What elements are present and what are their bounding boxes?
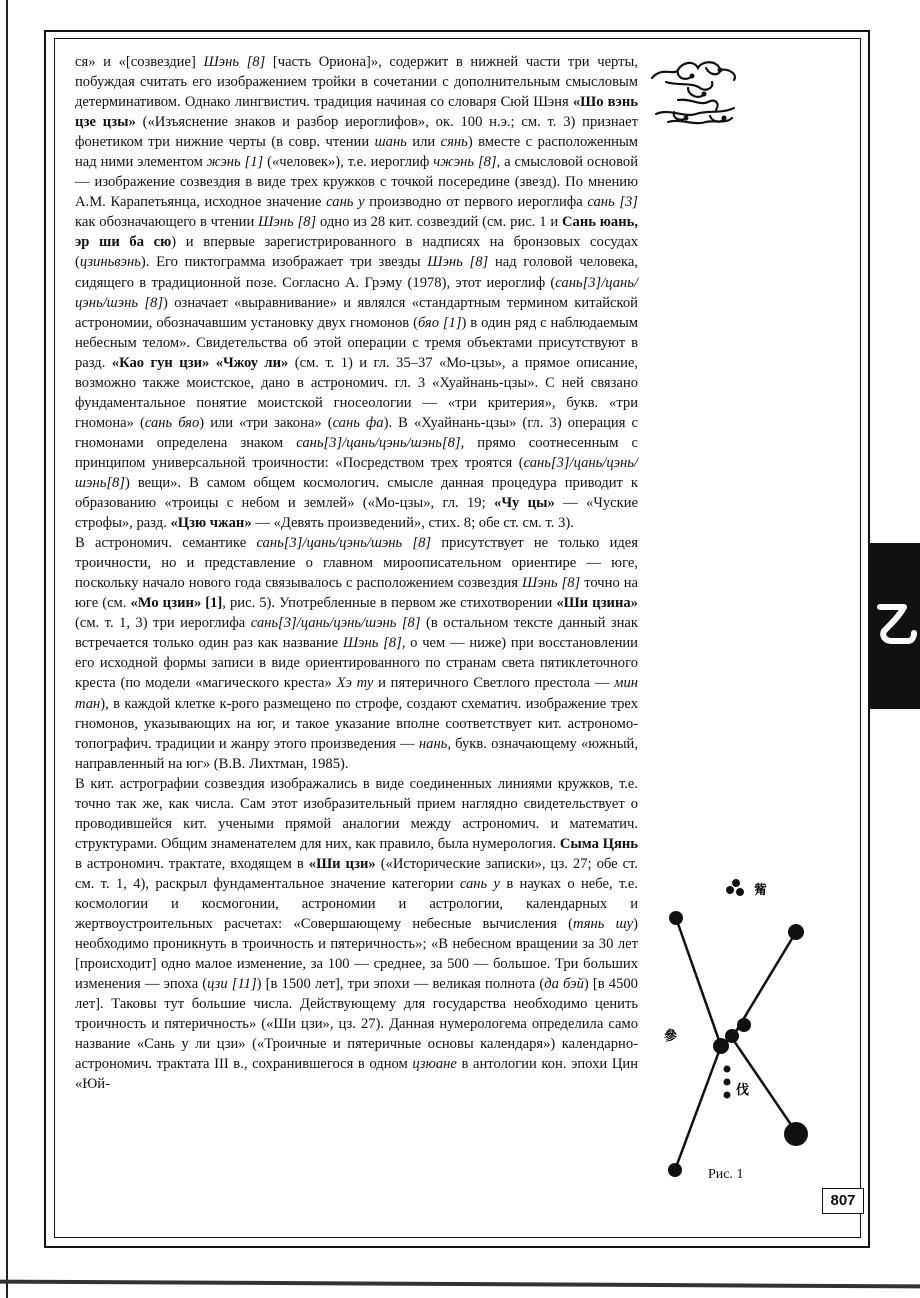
body-paragraph	[75, 52, 638, 533]
italic-term: нань	[418, 735, 448, 752]
text-run: как обозначающего в чтении	[75, 214, 259, 231]
page-number: 807	[822, 1188, 864, 1214]
bold-term: «Шо вэнь цзе цзы»	[75, 94, 638, 131]
main-text-column	[75, 52, 638, 1094]
text-run: , прямо соотнесенным с принципом универсальной троичности: «Посредством трех троятся (	[75, 434, 638, 471]
italic-term: сань бяо	[144, 414, 200, 431]
text-run: производно от первого иероглифа	[364, 194, 588, 211]
text-run: точно на юге (см.	[75, 575, 639, 612]
text-run: («человек»), т.е. иероглиф	[263, 154, 434, 171]
bold-term: «Мо цзин» [1]	[130, 595, 223, 612]
text-run: в астрономич. трактате, входящем в	[75, 855, 309, 872]
italic-term: сань фа	[332, 414, 384, 431]
text-run: , букв. означающему «южный, направленный на юг» (В.В. Лихтман, 1985).	[75, 735, 638, 772]
text-run: В астрономич. семантике	[75, 535, 257, 552]
bold-term: «Цзю чжан»	[170, 515, 252, 532]
body-paragraph	[75, 774, 638, 1095]
text-run: ) и впервые зарегистрированного в надписях на бронзовых сосудах (	[75, 234, 639, 271]
text-run: в науках о небе, т.е. космологии и космогонии, астрономии и астрологии, календарных и жертвоустроительных расчетах: «Совершающему небесные вычисления (	[75, 875, 639, 933]
bold-term: «Као гун цзи» «Чжоу ли»	[111, 354, 289, 371]
scan-edge-bottom	[0, 1280, 920, 1289]
text-run: в антологии кон. эпохи Цин «Юй-	[75, 1056, 638, 1093]
text-run: ). Его пиктограмма изображает три звезды	[140, 254, 428, 271]
italic-term: сань у	[459, 875, 500, 892]
italic-term: сань у	[326, 194, 365, 211]
italic-term: Шэнь [8]	[203, 54, 266, 70]
text-run: ) вещи». В самом общем космологич. смысле данная процедура приводит к образованию «троицы с небом и землей» («Мо-цзы», гл. 19;	[75, 474, 638, 512]
bold-term: «Ши цзина»	[556, 595, 638, 612]
text-run: и пятеричного Светлого престола —	[373, 675, 615, 692]
italic-term: цзюане	[412, 1056, 457, 1073]
text-run: (см. т. 1) и гл. 35–37 «Мо-цзы», а прямое описание, возможно также моистское, дано в астрономич. гл. 3 «Хуайнань-цзы». С ней связано фундаментальное понятие моистской гносеологии — «три критерия», букв. «три гномона» (	[75, 354, 639, 431]
text-run: ), в каждой клетке к-рого размещено по строфе, создают схематич. изображение трех гномонов, указывающих на юг, и такое указание вполне соответствует кит. астрономо-топографич. традиции и жанру этого произведения —	[75, 695, 638, 752]
italic-term: Шэнь [8]	[427, 254, 489, 271]
italic-term: сянь	[440, 134, 468, 151]
bold-term: Сыма Цянь	[559, 835, 638, 852]
italic-term: мин тан	[75, 675, 638, 712]
text-run: («Исторические записки», цз. 27; обе ст. см. т. 1, 4), раскрыл фундаментальное значение категории	[75, 855, 638, 892]
italic-term: сань[3]/цань/цэнь/шэнь [8]	[75, 274, 638, 311]
text-run: ся» и «[созвездие]	[75, 54, 204, 70]
italic-term: Шэнь [8]	[342, 635, 402, 652]
italic-term: сань[3]/цань/цэнь/шэнь [8]	[256, 535, 432, 552]
text-run: присутствует не только идея троичности, но и представление о главном мироописательном ориентире — юге, поскольку начало нового года связывалось с расположением созвездия	[75, 535, 638, 592]
text-run: , о чем — ниже) при восстановлении его исходной формы записи в виде ориентированного по странам света пятиклеточного креста (по модели «магического креста»	[75, 635, 638, 692]
italic-term: Шэнь [8]	[522, 575, 581, 592]
text-run: ) или «три закона» (	[199, 414, 333, 431]
section-glyph-icon	[870, 593, 918, 653]
cloud-ornament-icon	[648, 52, 740, 142]
text-run: («Изъяснение знаков и разбор иероглифов», ок. 100 н.э.; см. т. 3) признает фонетиком три нижние черты (в совр. чтении	[75, 114, 638, 151]
text-run: ). В «Хуайнань-цзы» (гл. 3) операция с гномонами определена знаком	[75, 414, 638, 451]
italic-term: цзиньвэнь	[79, 254, 141, 271]
text-run: ) означает «выравнивание» и являлся «стандартным термином китайской астрономии, обозначавшим установку двух гномонов (	[75, 294, 638, 331]
italic-term: да бэй	[544, 976, 584, 993]
italic-term: тянь шу	[573, 916, 634, 933]
italic-term: чжэнь [8]	[433, 154, 497, 171]
bold-term: «Чу цы»	[494, 495, 555, 512]
text-run: ) вместе с расположенным над ними элементом	[75, 134, 638, 171]
section-side-tab	[868, 543, 920, 709]
italic-term: цзи [11]	[207, 976, 257, 993]
text-run: [часть Ориона]», содержит в нижней части три черты, побуждая считать его изображением тройки в сочетании с дополнительным смысловым детерминативом. Однако лингвистич. традиция начиная со словаря Сюй Шэня	[75, 54, 638, 111]
text-run: ) в один ряд с наблюдаемым небесным телом». Свидетельства об этой операции с тремя объектами присутствуют в разд.	[75, 314, 638, 371]
text-run: или	[406, 134, 441, 151]
text-run: В кит. астрографии созвездия изображались в виде соединенных линиями кружков, т.е. точно так же, как числа. Сам этот изобразительный прием наглядно свидетельствует о проводившейся кит. учеными прямой аналогии между астрономич. и математич. структурами. Общим знаменателем для них, как правило, была нумерология.	[75, 775, 638, 852]
italic-term: сань[3]/цань/цэнь/шэнь[8]	[296, 434, 461, 451]
figure-label-shen: 參	[664, 1029, 678, 1044]
constellation-figure	[652, 870, 818, 1200]
italic-term: сань[3]/цань/цэнь/шэнь[8]	[75, 454, 638, 491]
text-run: ) [в 4500 лет]. Таковы тут большие числа. Действующему для государства необходимо ценить троичность и пятеричность» («Ши цзи», цз. 27). Данная нумерологема определила само название «Сань у ли цзи» («Троичные и пятеричные основы календаря») календарно-астрономич. трактата III в., сохранившегося в одном	[75, 976, 638, 1073]
italic-term: Шэнь [8]	[258, 214, 317, 231]
figure-caption: Рис. 1	[708, 1167, 744, 1182]
italic-term: бяо [1]	[417, 314, 462, 331]
italic-term: Хэ ту	[336, 675, 374, 692]
text-run: (см. т. 1, 3) три иероглифа	[75, 615, 251, 632]
italic-term: сань [3]	[587, 194, 638, 211]
italic-term: жэнь [1]	[206, 154, 264, 171]
text-run: ) [в 1500 лет], три эпохи — великая полнота (	[256, 976, 545, 993]
scan-edge-left	[6, 0, 8, 1298]
text-run: ) необходимо проникнуть в троичность и пятеричность»; «В небесном вращении за 30 лет [происходит] одно малое изменение, за 100 — среднее, за 500 — большое. Три больших изменения — эпоха (	[75, 916, 638, 993]
italic-term: шань	[374, 134, 407, 151]
figure-label-fa: 伐	[736, 1083, 750, 1098]
text-run: над головой человека, сидящего в традиционной позе. Согласно А. Грэму (1978), этот иероглиф (	[75, 254, 638, 291]
text-run: одно из 28 кит. созвездий (см. рис. 1 и	[316, 214, 562, 231]
text-run: — «Девять произведений», стих. 8; обе ст. см. т. 3).	[251, 515, 574, 532]
text-run: , а смысловой основой — изображение созвездия в виде трех кружков с точкой посередине (звезд). По мнению А.М. Карапетьянца, исходное значение	[75, 154, 639, 211]
figure-label-zi: 觜	[754, 883, 768, 898]
text-run: — «Чуские строфы», разд.	[75, 495, 638, 532]
text-run: , рис. 5). Употребленные в первом же стихотворении	[222, 595, 557, 612]
body-paragraph	[75, 533, 638, 774]
italic-term: сань[3]/цань/цэнь/шэнь [8]	[250, 615, 421, 632]
bold-term: «Ши цзи»	[308, 855, 376, 872]
bold-term: Сань юань, эр ши ба сю	[75, 214, 639, 251]
text-run: (в остальном тексте данный знак встречается только один раз как название	[75, 615, 638, 652]
